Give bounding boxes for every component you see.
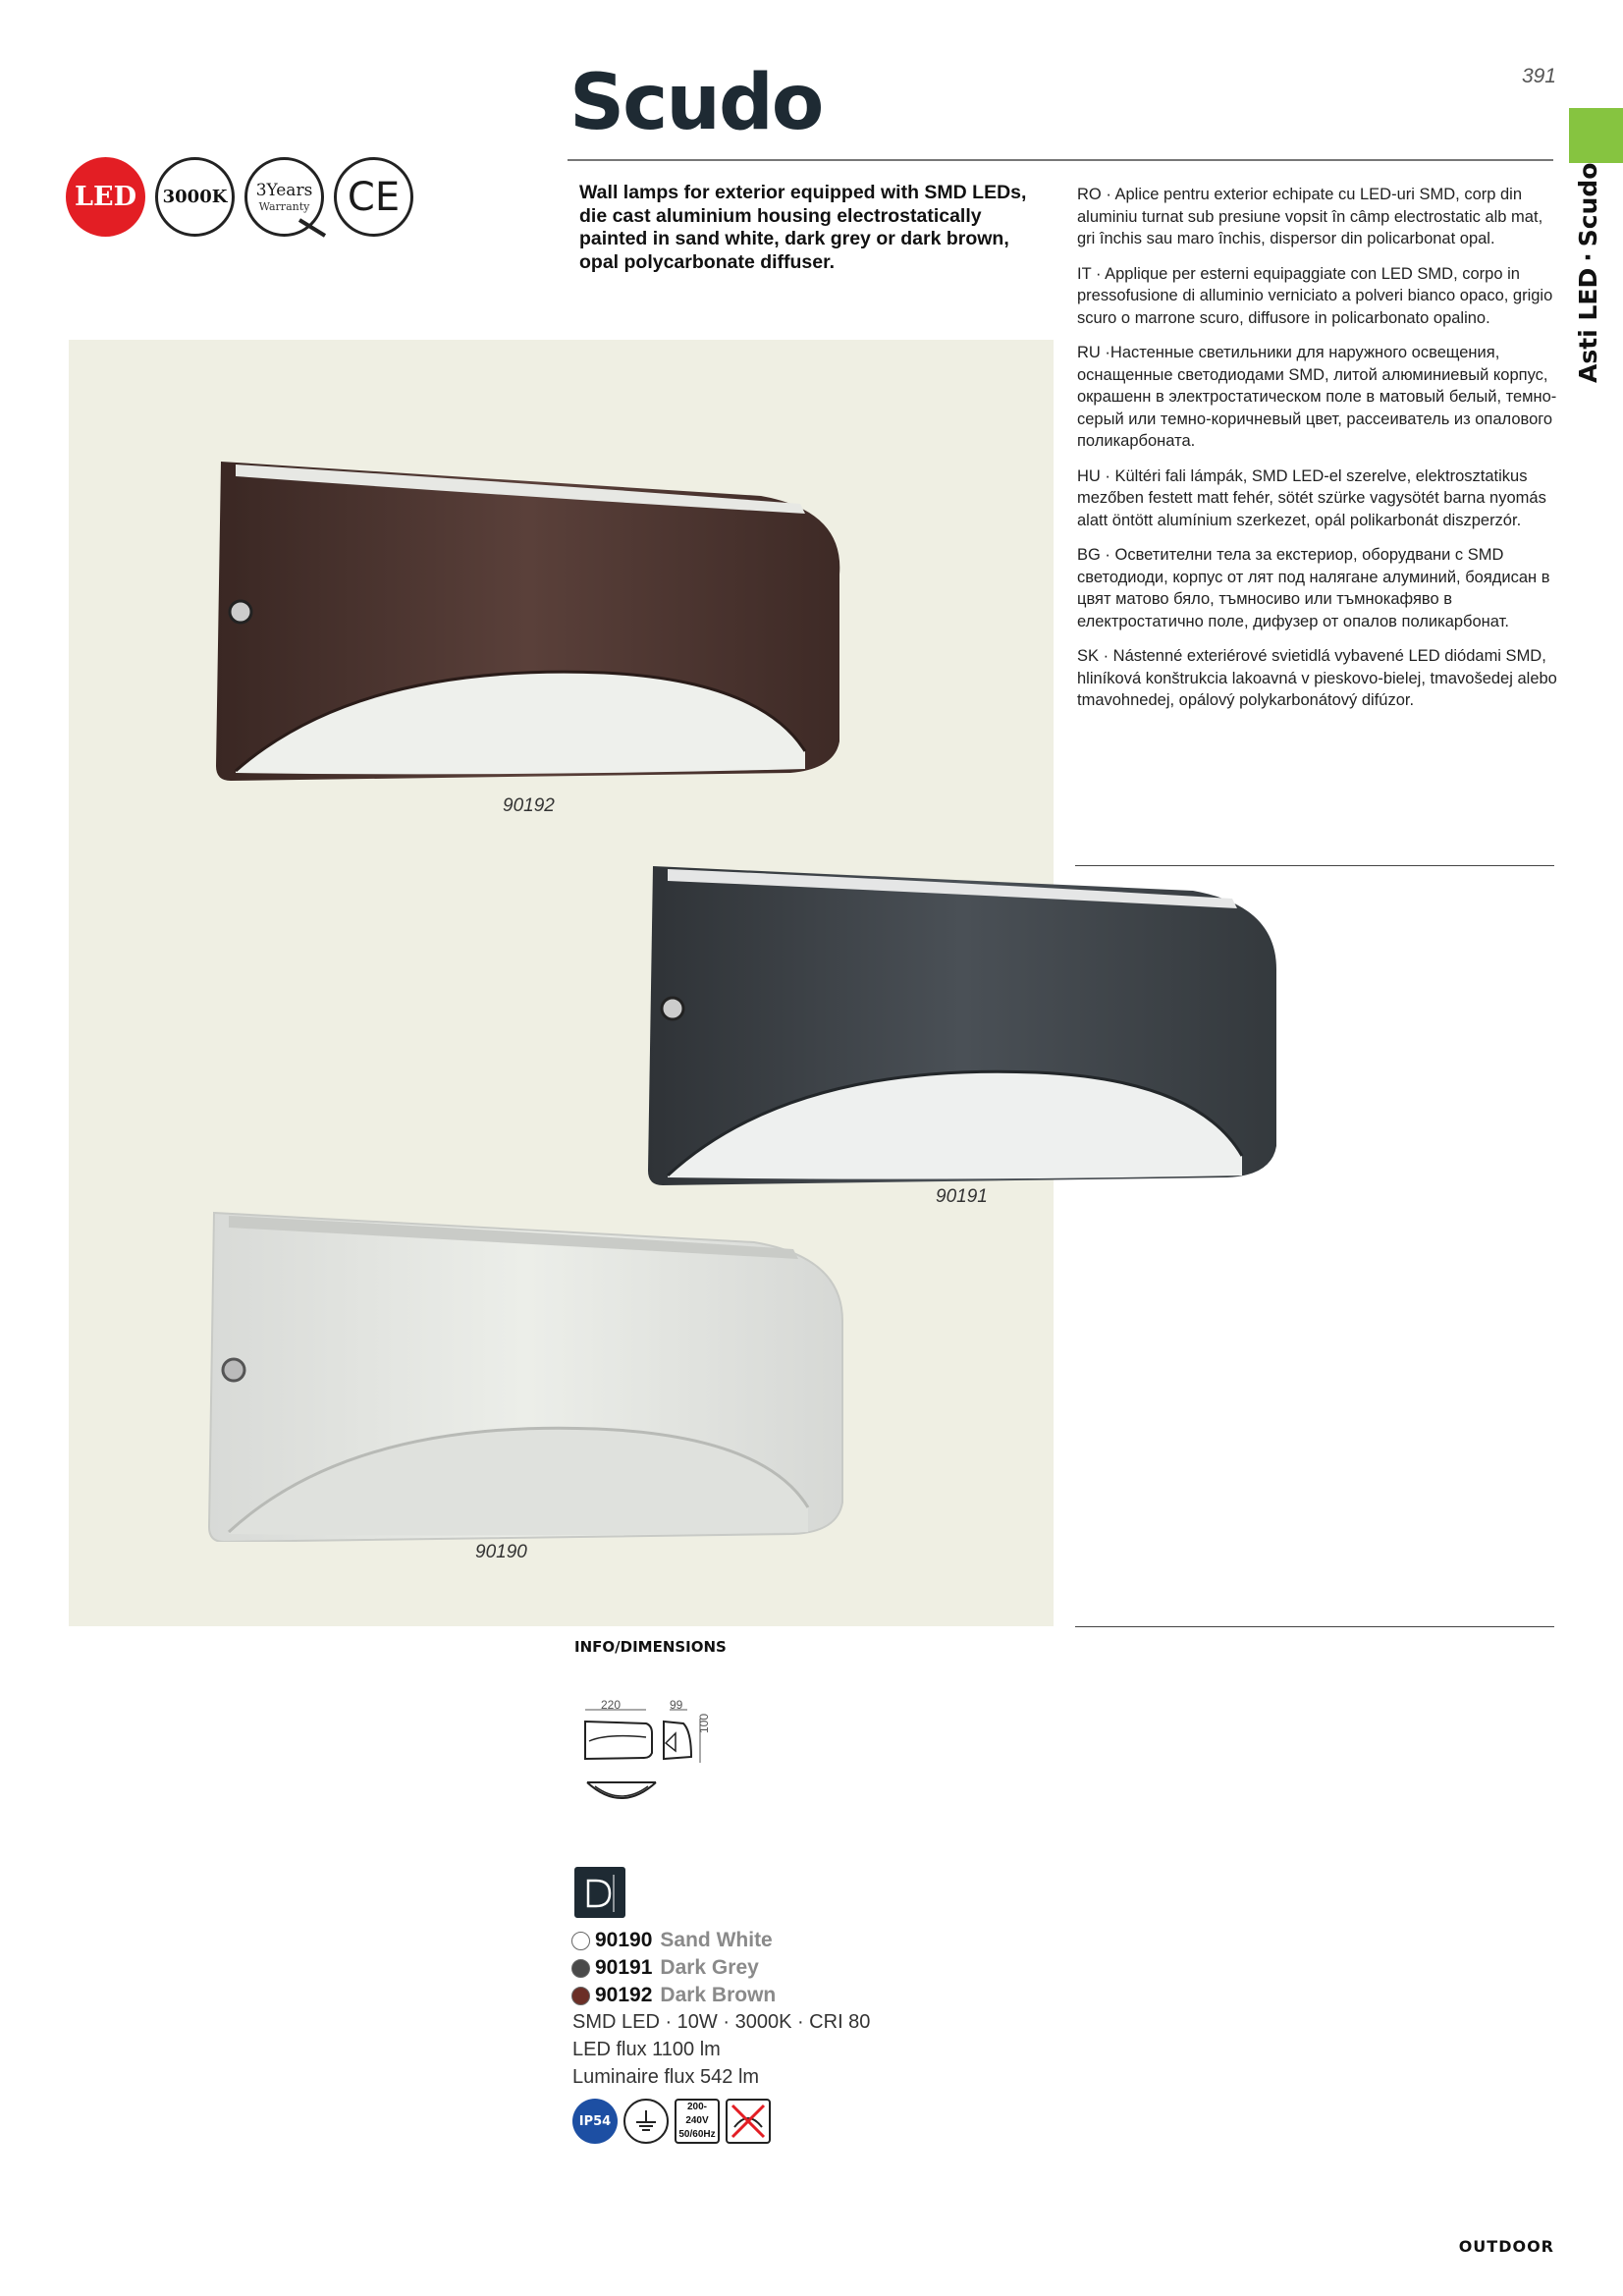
ce-badge [334,157,413,237]
swatch-dark-brown-icon [571,1987,590,2005]
led-badge-label: LED [75,182,136,212]
dimension-width: 220 [601,1698,622,1712]
footer-section-label: OUTDOOR [1458,2237,1554,2256]
title-divider [568,159,1553,161]
led-badge [66,157,145,237]
spec-icons [572,2099,771,2144]
description-bg: BG · Осветителни тела за екстериор, оборудвани с SMD светодиоди, корпус от лят под налягане алуминий, боядисан в цвят матово бяло, тъмносиво или тъмнокафяво в електростатично поле, дифузер от опалов поликарбонат. [1077,546,1550,630]
product-code-label-grey: 90191 [936,1186,988,1207]
dimmable-d-icon [574,1867,625,1918]
product-code-label-brown: 90192 [503,795,555,816]
dimension-drawing [577,1694,734,1827]
variant-color-name: Sand White [660,1929,773,1951]
spec-led-flux: LED flux 1100 lm [572,2039,721,2060]
lamp-image-sand-white [204,1208,852,1542]
dimension-diagram-icon [577,1694,734,1822]
variant-sand-white [571,1927,776,1954]
section-side-label [1568,157,1607,383]
lamp-image-dark-grey [643,861,1281,1185]
lamp-image-dark-brown [211,457,849,781]
warranty-badge [244,157,324,237]
page-title: Scudo [569,59,823,147]
description-ro: RO · Aplice pentru exterior echipate cu LED-uri SMD, corp din aluminiu turnat sub presiune vopsit în câmp electrostatic alb mat, gri închis sau maro închis, dispersor din policarbonat opal. [1077,186,1543,247]
earth-ground-icon [623,2099,669,2144]
voltage-range: 200-240V [685,2102,709,2126]
no-covering-insulation-icon [726,2099,771,2144]
swatch-dark-grey-icon [571,1959,590,1978]
variant-code: 90192 [595,1984,653,2006]
description-it: IT · Applique per esterni equipaggiate con LED SMD, corpo in pressofusione di alluminio verniciato a polveri bianco opaco, grigio scuro o marrone scuro, diffusore in policarbonato opalino. [1077,264,1553,327]
side-label-brand: Asti LED [1573,267,1602,383]
swatch-sand-white-icon [571,1932,590,1950]
voltage-frequency: 50/60Hz [678,2129,716,2140]
color-temp-badge [155,157,235,237]
description-sk: SK · Nástenné exteriérové svietidlá vybavené LED diódami SMD, hliníková konštrukcia lakoavná v pieskovo-bielej, tmavošedej alebo tmavohnedej, opálový polykarbonátový difúzor. [1077,647,1557,709]
dimension-height: 100 [697,1713,711,1733]
warranty-q-icon [298,218,327,238]
voltage-icon [675,2099,720,2144]
variant-code: 90190 [595,1929,653,1951]
description-english: Wall lamps for exterior equipped with SMD LEDs, die cast aluminium housing electrostatically painted in sand white, dark grey or dark brown, opal polycarbonate diffuser. [579,182,1027,273]
ce-mark: CE [347,174,401,220]
color-variants-list [571,1927,776,2009]
variant-dark-brown [571,1982,776,2009]
description-translations [1077,184,1558,725]
description-hu: HU · Kültéri fali lámpák, SMD LED-el szerelve, elektrosztatikus mezőben festett matt fehér, sötét szürke vagysötét barna nyomás alatt öntött alumínium szerkezet, opál polikarbonát diszperzór. [1077,466,1546,529]
color-temp-label: 3000K [162,187,228,207]
warranty-years: 3Years [255,181,313,200]
ip-rating-badge [572,2099,618,2144]
product-code-label-white: 90190 [475,1542,527,1562]
side-label-model: Scudo [1573,162,1602,247]
variant-code: 90191 [595,1956,653,1979]
variant-dark-grey [571,1954,776,1982]
certification-badges [66,157,413,237]
section-tab [1569,108,1623,163]
dimension-depth: 99 [670,1698,683,1712]
ip-rating-label: IP54 [578,2113,612,2129]
info-dimensions-title: INFO/DIMENSIONS [574,1638,727,1656]
description-ru: RU ·Настенные светильники для наружного освещения, оснащенные светодиодами SMD, литой алюминиевый корпус, окрашенн в электростатическом поле в матовый белый, темно-серый или темно-коричневый цвет, рассеиватель из опалового поликарбоната. [1077,344,1557,450]
spec-luminaire-flux: Luminaire flux 542 lm [572,2066,760,2088]
variant-color-name: Dark Grey [660,1956,759,1979]
warranty-label: Warranty [258,200,310,213]
right-divider-bottom [1075,1626,1554,1627]
spec-led-power: SMD LED · 10W · 3000K · CRI 80 [572,2011,871,2033]
variant-color-name: Dark Brown [660,1984,777,2006]
technical-specs [572,2008,870,2091]
side-label-separator: · [1573,252,1602,262]
page-number: 391 [1521,65,1556,87]
